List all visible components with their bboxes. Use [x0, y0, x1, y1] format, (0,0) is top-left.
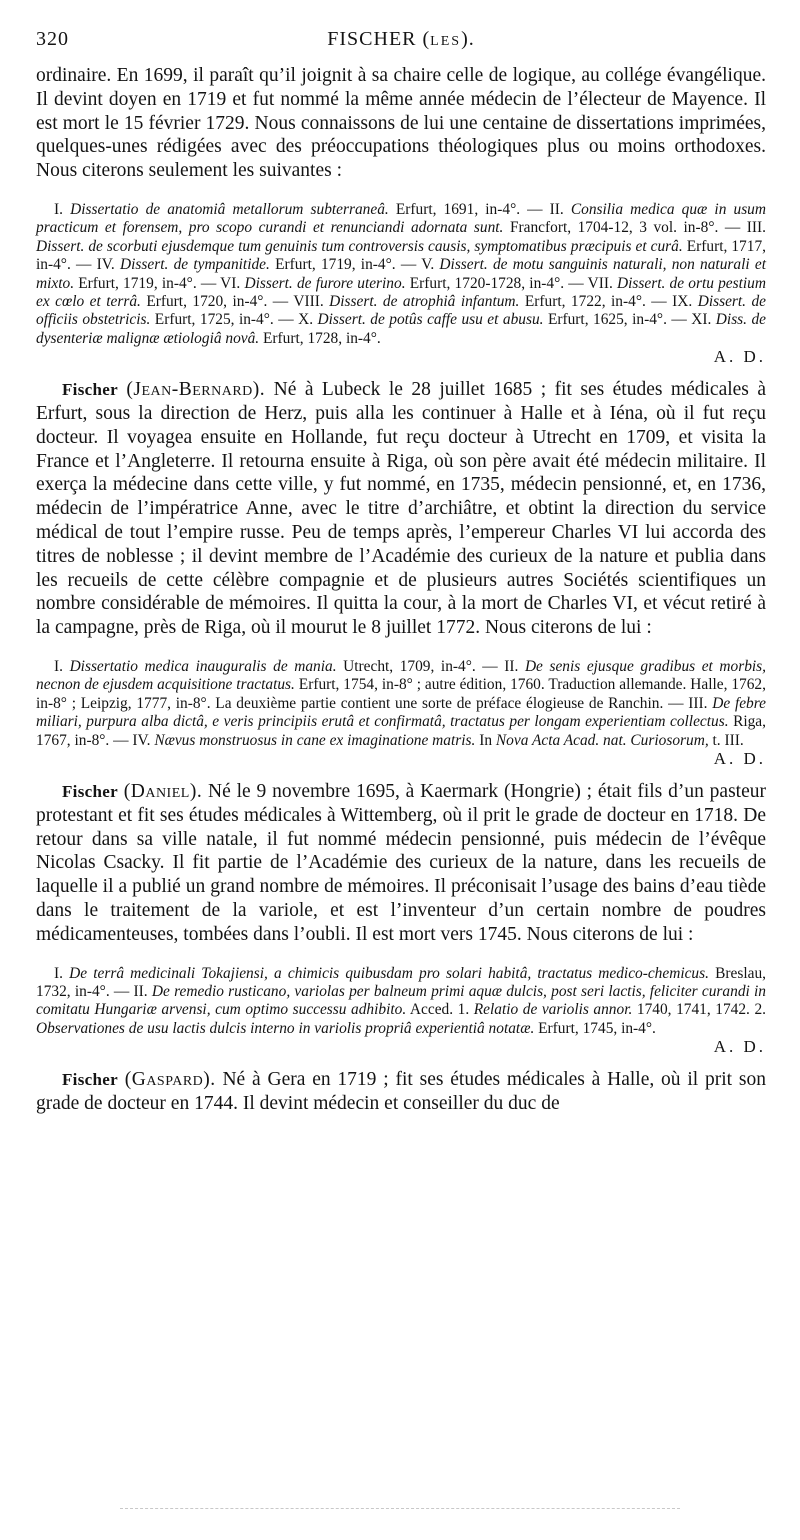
entry-text: Né à Lubeck le 28 juillet 1685 ; fit ses études médicales à Erfurt, sous la direction de Herz, puis alla les continuer à Halle et à Iéna, où il fut reçu docteur. Il voyagea ensuite en Hollande, fut reçu docteur à Utrecht en 1709, et visita la France et l’Angleterre. Il retourna ensuite à Riga, où son père avait été médecin militaire. Il exerça la médecine dans cette ville, y fut nommé, en 1735, médecin pensionné, et, en 1736, médecin de l’impératrice Anne, avec le titre d’archiâtre, et obtint la direction du service médical de tout l’empire russe. Peu de temps après, l’empereur Charles VI lui accorda des titres de noblesse ; il devint membre de l’Académie des curieux de la nature et publia dans les recueils de cette célèbre compagnie et de plusieurs autres Sociétés scientifiques un nombre considérable de mémoires. Il quitta la cour, à la mort de Charles VI, et vécut retiré à la campagne, près de Riga, où il mourut le 8 juillet 1772. Nous citerons de lui :	[36, 379, 766, 639]
author-initials: A. D.	[713, 347, 766, 367]
entry-text: Né à Gera en 1719 ; fit ses études médicales à Halle, où il prit son grade de docteur en 1744. Il devint médecin et conseiller du duc de	[36, 1069, 767, 1115]
author-initials: A. D.	[713, 1037, 766, 1057]
page-header	[36, 28, 766, 64]
bottom-rule	[120, 1508, 680, 1509]
bibliography-daniel: I. De terrâ medicinali Tokajiensi, a chimicis quibusdam pro solari habitâ, tractatus medico-chemicus. Breslau, 1732, in-4°. — II. De remedio rusticano, variolas per balneum primi aquæ dulcis, post seri lactis, feliciter curandi in comitatu Hungariæ arvensi, cum optimo successu adhibito. Acced. 1. Relatio de variolis annor. 1740, 1741, 1742. 2. Observationes de usu lactis dulcis interno in variolis propriâ experientiâ notatæ. Erfurt, 1745, in-4°.	[36, 964, 766, 1037]
running-title-main: FISCHER (	[327, 28, 431, 50]
running-title-end: ).	[461, 28, 475, 50]
entry-given-name: (Gaspard).	[124, 1069, 216, 1091]
intro-paragraph: ordinaire. En 1699, il paraît qu’il joignit à sa chaire celle de logique, au collége évangélique. Il devint doyen en 1719 et fut nommé la même année médecin de l’électeur de Mayence. Il est mort le 15 février 1729. Nous connaissons de lui une centaine de dissertations imprimées, quelques-unes rédigées avec des préoccupations théologiques plus ou moins orthodoxes. Nous citerons seulement les suivantes :	[36, 65, 766, 182]
running-title-small: LES	[430, 34, 462, 49]
page-number: 320	[36, 28, 69, 50]
running-title	[36, 28, 766, 51]
entry-gaspard	[36, 1068, 766, 1116]
author-initials: A. D.	[713, 749, 766, 769]
entry-surname: Fischer	[62, 1070, 118, 1090]
entry-daniel	[36, 780, 766, 947]
entry-surname: Fischer	[62, 782, 118, 802]
entry-jean-bernard	[36, 378, 766, 640]
document-page	[36, 28, 766, 1116]
bibliography-jean-bernard: I. Dissertatio medica inauguralis de mania. Utrecht, 1709, in-4°. — II. De senis ejusque gradibus et morbis, necnon de ejusdem acquisitione tractatus. Erfurt, 1754, in-8° ; autre édition, 1760. Traduction allemande. Halle, 1762, in-8° ; Leipzig, 1777, in-8°. La deuxième partie contient une sorte de préface élogieuse de Ranchin. — III. De febre miliari, purpura alba dictâ, e veris principiis erutâ et confirmatâ, tractatus per longam experientiam collectus. Riga, 1767, in-8°. — IV. Nævus monstruosus in cane ex imaginatione matris. In Nova Acta Acad. nat. Curiosorum, t. III.	[36, 658, 767, 749]
entry-given-name: (Daniel).	[123, 781, 203, 803]
entry-text: Né le 9 novembre 1695, à Kaermark (Hongrie) ; était fils d’un pasteur protestant et fit ses études médicales à Wittemberg, où il prit le grade de docteur en 1718. De retour dans sa ville natale, il fut nommé médecin pensionné, puis médecin de l’évêque Nicolas Csacky. Il fit partie de l’Académie des curieux de la nature, dans les recueils de laquelle il a publié un grand nombre de mémoires. Il préconisait l’usage des bains d’eau tiède dans le traitement de la variole, et est l’inventeur d’un certain nombre de poudres médicamenteuses, tombées dans l’oubli. Il est mort vers 1745. Nous citerons de lui :	[36, 781, 766, 945]
entry-given-name: (Jean-Bernard).	[126, 379, 266, 401]
entry-surname: Fischer	[62, 380, 118, 400]
bibliography-fischer-1: I. Dissertatio de anatomiâ metallorum subterraneâ. Erfurt, 1691, in-4°. — II. Consilia medica quæ in usum practicum et forensem, pro scopo curandi et renunciandi adornata sunt. Francfort, 1704-12, 3 vol. in-8°. — III. Dissert. de scorbuti ejusdemque tum genuinis tum controversis causis, symptomatibus præcipuis et curâ. Erfurt, 1717, in-4°. — IV. Dissert. de tympanitide. Erfurt, 1719, in-4°. — V. Dissert. de motu sanguinis naturali, non naturali et mixto. Erfurt, 1719, in-4°. — VI. Dissert. de furore uterino. Erfurt, 1720-1728, in-4°. — VII. Dissert. de ortu pestium ex cœlo et terrâ. Erfurt, 1720, in-4°. — VIII. Dissert. de atrophiâ infantum. Erfurt, 1722, in-4°. — IX. Dissert. de officiis obstetricis. Erfurt, 1725, in-4°. — X. Dissert. de potûs caffe usu et abusu. Erfurt, 1625, in-4°. — XI. Diss. de dysenteriæ malignæ ætiologiâ novâ. Erfurt, 1728, in-4°.	[36, 200, 767, 347]
